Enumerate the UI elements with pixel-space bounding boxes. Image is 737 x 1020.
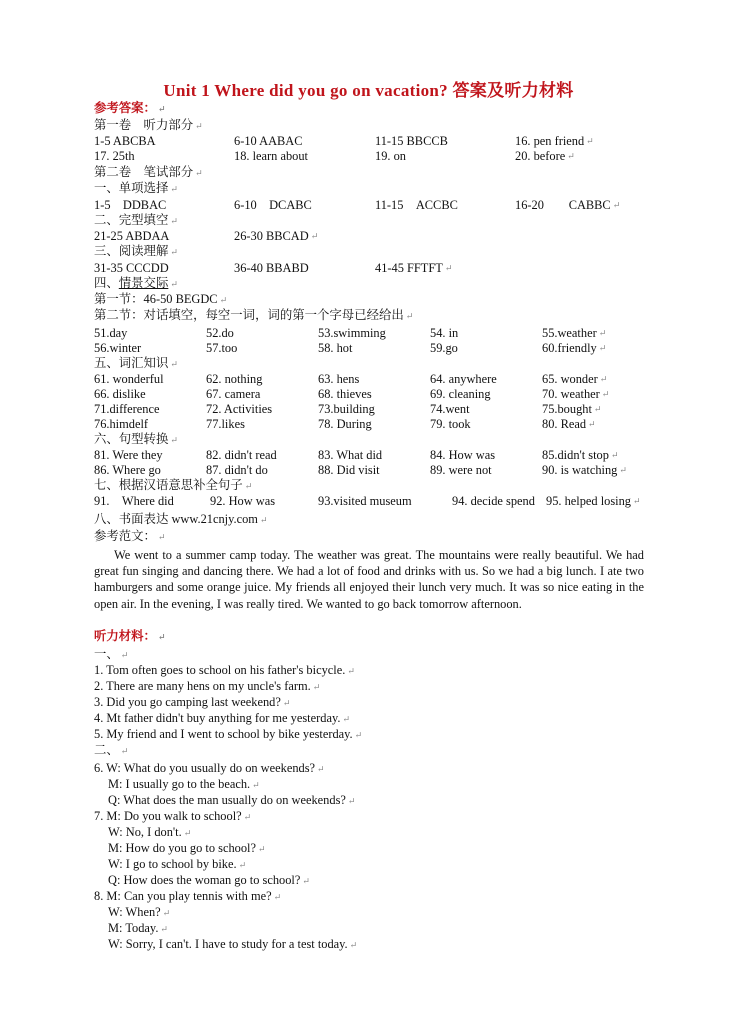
listening-part2-heading: 二、 ↵ [94, 743, 129, 757]
dialogue-line: Q: What does the man usually do on weekends? ↵ [108, 793, 356, 807]
answer-cell: 26-30 BBCAD ↵ [234, 229, 319, 243]
answer-row-section4-2 [94, 341, 654, 356]
paragraph-mark-icon: ↵ [354, 730, 363, 740]
answer-cell: 67. camera [206, 387, 261, 401]
paragraph-mark-icon: ↵ [170, 184, 178, 194]
dialogue-line: M: Today. ↵ [108, 921, 168, 935]
answer-cell: 16-20 CABBC ↵ [515, 198, 621, 212]
answer-cell: 16. pen friend ↵ [515, 134, 594, 148]
answer-cell: 94. decide spend [452, 494, 535, 508]
paragraph-mark-icon: ↵ [183, 828, 192, 838]
answer-cell: 75.bought ↵ [542, 402, 602, 416]
answer-row-section3 [94, 261, 654, 276]
paragraph-mark-icon: ↵ [612, 200, 621, 210]
answer-cell: 51.day [94, 326, 128, 340]
paragraph-mark-icon: ↵ [347, 666, 355, 676]
answer-cell: 41-45 FFTFT ↵ [375, 261, 453, 275]
answer-cell: 72. Activities [206, 402, 273, 416]
section4-heading-text [94, 276, 168, 290]
dialogue-line: 7. M: Do you walk to school? ↵ [94, 809, 252, 823]
section2-heading: 二、完型填空 ↵ [94, 213, 178, 227]
dialogue-line: W: No, I don't. ↵ [108, 825, 192, 839]
section4-part1: 第一节：46-50 BEGDC ↵ [94, 292, 228, 306]
model-essay-text: We went to a summer camp today. The weather was great. The mountains were really beautiful. We had great fun singing and dancing there. We had a lot of food and drinks with us. So we had a big lunch. I ate two hamburgers and some orange juice. My friends all enjoyed their lunch very much. It was so nice eating in the open air. In the evening, I was really tired. We wanted to go back tomorrow afternoon. [94, 548, 644, 611]
paragraph-mark-icon: ↵ [170, 279, 178, 289]
listening-item: 3. Did you go camping last weekend? ↵ [94, 695, 291, 709]
answer-cell: 1-5 DDBAC [94, 198, 167, 212]
answer-cell: 56.winter [94, 341, 142, 355]
listening-item: 1. Tom often goes to school on his father's bicycle. ↵ [94, 663, 355, 677]
answer-cell: 55.weather ↵ [542, 326, 607, 340]
paragraph-mark-icon: ↵ [567, 151, 575, 161]
answer-cell: 62. nothing [206, 372, 263, 386]
section5-heading: 五、词汇知识 ↵ [94, 356, 178, 370]
dialogue-line: 6. W: What do you usually do on weekends? ↵ [94, 761, 325, 775]
answer-cell: 77.likes [206, 417, 245, 431]
paragraph-mark-icon: ↵ [157, 104, 166, 114]
model-essay-heading: 参考范文： ↵ [94, 529, 166, 543]
paragraph-mark-icon: ↵ [170, 435, 178, 445]
paragraph-mark-icon: ↵ [601, 389, 610, 399]
answer-cell: 90. is watching ↵ [542, 463, 627, 477]
paragraph-mark-icon: ↵ [170, 247, 178, 257]
paragraph-mark-icon: ↵ [598, 343, 607, 353]
answer-cell: 84. How was [430, 448, 496, 462]
paragraph-mark-icon: ↵ [599, 374, 608, 384]
paragraph-mark-icon: ↵ [258, 844, 266, 854]
answer-row-section5-4 [94, 417, 654, 432]
answers-heading: 参考答案： ↵ [94, 101, 166, 115]
answer-cell: 66. dislike [94, 387, 146, 401]
document-title: Unit 1 Where did you go on vacation? 答案及听力材料 [163, 81, 574, 100]
answer-cell: 20. before ↵ [515, 149, 575, 163]
listening-material-heading: 听力材料： ↵ [94, 629, 166, 643]
dialogue-line: 8. M: Can you play tennis with me? ↵ [94, 889, 282, 903]
answer-row-section1 [94, 198, 654, 213]
paragraph-mark-icon: ↵ [170, 216, 178, 226]
answer-cell: 11-15 ACCBC [375, 198, 458, 212]
section8-heading: 八、书面表达 www.21cnjy.com ↵ [94, 512, 268, 526]
answer-cell: 59.go [430, 341, 458, 355]
answer-cell: 57.too [206, 341, 238, 355]
answer-cell: 61. wonderful [94, 372, 164, 386]
listening-item: 2. There are many hens on my uncle's farm. ↵ [94, 679, 321, 693]
answer-cell: 87. didn't do [206, 463, 268, 477]
answer-cell: 31-35 CCCDD [94, 261, 169, 275]
answer-row-section5-2 [94, 387, 654, 402]
answer-cell: 80. Read ↵ [542, 417, 596, 431]
paragraph-mark-icon: ↵ [619, 465, 627, 475]
answer-cell: 70. weather ↵ [542, 387, 610, 401]
paragraph-mark-icon: ↵ [170, 359, 178, 369]
dialogue-line: W: When? ↵ [108, 905, 171, 919]
answer-cell: 58. hot [318, 341, 353, 355]
answer-cell: 93.visited museum [318, 494, 412, 508]
section4-heading [94, 276, 178, 292]
paragraph-mark-icon: ↵ [120, 650, 129, 660]
paragraph-mark-icon: ↵ [238, 860, 247, 870]
paragraph-mark-icon: ↵ [317, 764, 325, 774]
paragraph-mark-icon: ↵ [244, 481, 253, 491]
section3-heading: 三、阅读理解 ↵ [94, 244, 178, 258]
answer-row-section5-3 [94, 402, 654, 417]
answer-cell: 76.himdelf [94, 417, 149, 431]
paragraph-mark-icon: ↵ [195, 168, 203, 178]
paragraph-mark-icon: ↵ [633, 496, 641, 506]
answer-cell: 52.do [206, 326, 234, 340]
paragraph-mark-icon: ↵ [219, 295, 228, 305]
answer-cell: 53.swimming [318, 326, 386, 340]
answer-cell: 74.went [430, 402, 470, 416]
section4-part2: 第二节：对话填空，每空一词，词的第一个字母已经给出 ↵ [94, 308, 414, 322]
paragraph-mark-icon: ↵ [405, 311, 414, 321]
answer-cell: 21-25 ABDAA [94, 229, 170, 243]
answer-row-section5-1 [94, 372, 654, 387]
answer-cell: 69. cleaning [430, 387, 491, 401]
answer-cell: 1-5 ABCBA [94, 134, 156, 148]
paragraph-mark-icon: ↵ [586, 136, 594, 146]
paragraph-mark-icon: ↵ [273, 892, 282, 902]
answer-row-section4-1 [94, 326, 654, 341]
paragraph-mark-icon: ↵ [347, 796, 356, 806]
section6-heading: 六、句型转换 ↵ [94, 432, 178, 446]
answer-cell: 95. helped losing ↵ [546, 494, 641, 508]
paragraph-mark-icon: ↵ [610, 450, 619, 460]
answer-cell: 17. 25th [94, 149, 135, 163]
answer-cell: 82. didn't read [206, 448, 277, 462]
dialogue-line: W: I go to school by bike. ↵ [108, 857, 247, 871]
volume1-heading: 第一卷 听力部分 ↵ [94, 118, 203, 132]
dialogue-line: M: I usually go to the beach. ↵ [108, 777, 260, 791]
answer-cell: 6-10 AABAC [234, 134, 303, 148]
dialogue-line: Q: How does the woman go to school? ↵ [108, 873, 310, 887]
answer-cell: 60.friendly ↵ [542, 341, 607, 355]
answer-cell: 65. wonder ↵ [542, 372, 608, 386]
listening-item: 5. My friend and I went to school by bike yesterday. ↵ [94, 727, 363, 741]
answer-row-section6-1 [94, 448, 654, 463]
section4-heading-label: 情景交际 [118, 276, 169, 290]
paragraph-mark-icon: ↵ [243, 812, 252, 822]
paragraph-mark-icon: ↵ [598, 328, 607, 338]
answer-cell: 6-10 DCABC [234, 198, 312, 212]
paragraph-mark-icon: ↵ [120, 746, 129, 756]
answer-cell: 81. Were they [94, 448, 163, 462]
paragraph-mark-icon: ↵ [162, 908, 171, 918]
paragraph-mark-icon: ↵ [310, 231, 319, 241]
paragraph-mark-icon: ↵ [342, 714, 350, 724]
answer-cell: 91. Where did [94, 494, 174, 508]
dialogue-line: W: Sorry, I can't. I have to study for a test today. ↵ [108, 937, 358, 951]
paragraph-mark-icon: ↵ [312, 682, 321, 692]
answer-cell: 63. hens [318, 372, 360, 386]
answer-cell: 18. learn about [234, 149, 308, 163]
paragraph-mark-icon: ↵ [157, 532, 166, 542]
paragraph-mark-icon: ↵ [588, 419, 596, 429]
answer-cell: 68. thieves [318, 387, 372, 401]
answer-cell: 73.building [318, 402, 375, 416]
answer-cell: 85.didn't stop ↵ [542, 448, 619, 462]
answer-cell: 11-15 BBCCB [375, 134, 448, 148]
paragraph-mark-icon: ↵ [349, 940, 358, 950]
dialogue-line: M: How do you go to school? ↵ [108, 841, 266, 855]
paragraph-mark-icon: ↵ [195, 121, 203, 131]
section1-heading: 一、单项选择 ↵ [94, 181, 178, 195]
answer-cell: 78. During [318, 417, 372, 431]
answer-cell: 19. on [375, 149, 406, 163]
section4-heading-prefix: 四、 [94, 276, 119, 290]
answer-cell: 79. took [430, 417, 471, 431]
answer-row-section6-2 [94, 463, 654, 478]
section7-heading: 七、根据汉语意思补全句子 ↵ [94, 478, 253, 492]
answer-cell: 36-40 BBABD [234, 261, 309, 275]
paragraph-mark-icon: ↵ [259, 515, 268, 525]
answer-cell: 83. What did [318, 448, 383, 462]
answer-cell: 88. Did visit [318, 463, 380, 477]
answer-row-section7 [94, 494, 654, 509]
answer-cell: 71.difference [94, 402, 160, 416]
answer-row-listening-2 [94, 149, 654, 164]
paragraph-mark-icon: ↵ [593, 404, 602, 414]
answer-cell: 92. How was [210, 494, 276, 508]
listening-item: 4. Mt father didn't buy anything for me yesterday. ↵ [94, 711, 350, 725]
listening-part1-heading: 一、 ↵ [94, 647, 129, 661]
paragraph-mark-icon: ↵ [252, 780, 260, 790]
volume2-heading: 第二卷 笔试部分 ↵ [94, 165, 203, 179]
paragraph-mark-icon: ↵ [160, 924, 168, 934]
paragraph-mark-icon: ↵ [282, 698, 291, 708]
answer-row-section2 [94, 229, 654, 244]
answer-cell: 89. were not [430, 463, 492, 477]
answer-cell: 54. in [430, 326, 459, 340]
paragraph-mark-icon: ↵ [302, 876, 310, 886]
paragraph-mark-icon: ↵ [444, 263, 453, 273]
answer-cell: 86. Where go [94, 463, 161, 477]
answer-cell: 64. anywhere [430, 372, 497, 386]
paragraph-mark-icon: ↵ [157, 632, 166, 642]
answer-row-listening-1 [94, 134, 654, 149]
